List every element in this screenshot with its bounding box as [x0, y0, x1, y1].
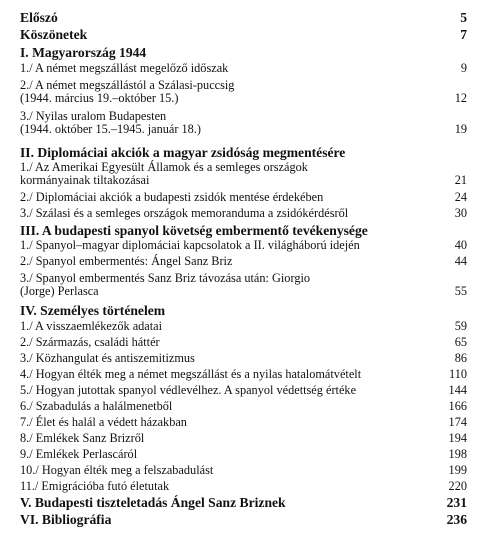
toc-entry-title	[20, 480, 443, 493]
toc-page-number: 55	[454, 284, 467, 298]
toc-entry-line: IV. Személyes történelem	[20, 303, 166, 318]
toc-entry-line: 2./ Diplomáciai akciók a budapesti zsidók mentése érdekében	[20, 190, 324, 204]
toc-entry-line: 4./ Hogyan élték meg a német megszállást és a nyilas hatalomátvételt	[20, 367, 362, 381]
toc-page-number: 198	[448, 447, 467, 461]
toc-entry-title	[20, 432, 443, 445]
toc-entry-title	[20, 464, 443, 477]
toc-page-number: 40	[454, 238, 467, 252]
toc-page-number: 12	[454, 91, 467, 105]
toc-entry-line: 3./ Közhangulat és antiszemitizmus	[20, 351, 195, 365]
toc-entry-line: 7./ Élet és halál a védett házakban	[20, 415, 187, 429]
toc-page-number: 236	[446, 512, 467, 527]
toc-page-number: 21	[454, 173, 467, 187]
toc-entry-line: 5./ Hogyan jutottak spanyol védlevélhez. A spanyol védettség értéke	[20, 383, 357, 397]
toc-entry	[20, 191, 467, 204]
toc-entry-line: VI. Bibliográfia	[20, 512, 112, 527]
toc-entry	[20, 110, 467, 136]
toc-entry-title	[20, 191, 449, 204]
toc-entry-line: 11./ Emigrációba futó életutak	[20, 479, 170, 493]
toc-entry	[20, 272, 467, 298]
toc-entry-line: (1944. október 15.–1945. január 18.)	[20, 122, 202, 136]
toc-page-number: 199	[448, 463, 467, 477]
toc-page-number: 174	[448, 415, 467, 429]
toc-entry-title	[20, 320, 449, 333]
toc-entry-line: Köszönetek	[20, 27, 88, 42]
toc-entry	[20, 368, 467, 381]
toc-entry	[20, 400, 467, 413]
toc-entry-title	[20, 512, 441, 527]
toc-entry-line: 2./ Spanyol embermentés: Ángel Sanz Briz	[20, 254, 233, 268]
toc-entry	[20, 255, 467, 268]
toc-entry-line: V. Budapesti tiszteletadás Ángel Sanz Briznek	[20, 495, 286, 510]
toc-entry-line: 2./ Származás, családi háttér	[20, 335, 160, 349]
toc-entry-title	[20, 239, 449, 252]
toc-page-number: 59	[454, 319, 467, 333]
toc-entry	[20, 464, 467, 477]
toc-entry	[20, 336, 467, 349]
toc-entry	[20, 352, 467, 365]
toc-entry-line: 6./ Szabadulás a halálmenetből	[20, 399, 173, 413]
toc-entry	[20, 384, 467, 397]
toc-page-number: 194	[448, 431, 467, 445]
toc-entry-title	[20, 110, 449, 136]
toc-entry-title	[20, 495, 441, 510]
toc-entry-title	[20, 79, 449, 105]
toc-entry	[20, 161, 467, 187]
toc-page-number: 9	[460, 61, 467, 75]
toc-entry-line: III. A budapesti spanyol követség embermentő tevékenysége	[20, 223, 368, 238]
toc-entry	[20, 432, 467, 445]
toc-entry-title	[20, 400, 443, 413]
toc-entry	[20, 207, 467, 220]
toc-page-number: 231	[446, 495, 467, 510]
toc-entry	[20, 320, 467, 333]
toc-entry-title	[20, 10, 454, 25]
toc-section-heading	[20, 223, 467, 238]
toc-page-number: 24	[454, 190, 467, 204]
toc-entry-line: II. Diplomáciai akciók a magyar zsidóság megmentésére	[20, 145, 346, 160]
toc-page-number: 30	[454, 206, 467, 220]
toc-entry	[20, 62, 467, 75]
toc-page-number: 44	[454, 254, 467, 268]
toc-entry-title	[20, 416, 443, 429]
toc-entry-title	[20, 161, 449, 187]
toc-entry-line: (Jorge) Perlasca	[20, 284, 99, 298]
toc-entry-title	[20, 336, 449, 349]
toc-section-heading	[20, 145, 467, 160]
toc-entry-title	[20, 27, 454, 42]
toc-page-number: 7	[460, 27, 467, 42]
toc-entry-line: 1./ A német megszállást megelőző időszak	[20, 61, 229, 75]
toc-section-heading	[20, 10, 467, 25]
toc-entry-line: I. Magyarország 1944	[20, 45, 147, 60]
toc-entry	[20, 448, 467, 461]
toc-entry-title	[20, 207, 449, 220]
toc-entry-line: (1944. március 19.–október 15.)	[20, 91, 179, 105]
toc-entry-title	[20, 384, 443, 397]
toc-entry-line: kormányainak tiltakozásai	[20, 173, 150, 187]
toc-entry-line: 8./ Emlékek Sanz Brizről	[20, 431, 145, 445]
toc-section-heading	[20, 512, 467, 527]
toc-entry-line: 1./ Az Amerikai Egyesült Államok és a semleges országok	[20, 160, 308, 174]
toc-entry-title	[20, 45, 461, 60]
toc-page-number: 144	[448, 383, 467, 397]
toc-entry-title	[20, 368, 443, 381]
toc-page-number: 166	[448, 399, 467, 413]
toc-entry-line: 9./ Emlékek Perlascáról	[20, 447, 138, 461]
toc-entry-line: 1./ A visszaemlékezők adatai	[20, 319, 163, 333]
toc-page-number: 86	[454, 351, 467, 365]
toc-section-heading	[20, 27, 467, 42]
toc-entry-title	[20, 448, 443, 461]
toc-entry-line: 3./ Nyilas uralom Budapesten	[20, 109, 167, 123]
toc-page-number: 220	[448, 479, 467, 493]
toc-entry-title	[20, 352, 449, 365]
toc-entry	[20, 416, 467, 429]
toc-entry	[20, 239, 467, 252]
toc-entry	[20, 79, 467, 105]
toc-entry-line: 3./ Szálasi és a semleges országok memoranduma a zsidókérdésről	[20, 206, 349, 220]
toc-section-heading	[20, 45, 467, 60]
toc-entry-title	[20, 255, 449, 268]
toc-page-number: 65	[454, 335, 467, 349]
toc-section-heading	[20, 303, 467, 318]
toc-entry-title	[20, 62, 455, 75]
toc-entry-line: 2./ A német megszállástól a Szálasi-puccsig	[20, 78, 235, 92]
toc-entry-title	[20, 223, 461, 238]
toc-entry-title	[20, 272, 449, 298]
toc-entry-title	[20, 145, 461, 160]
toc-page-number: 5	[460, 10, 467, 25]
toc-section-heading	[20, 495, 467, 510]
toc-entry-line: 1./ Spanyol–magyar diplomáciai kapcsolatok a II. világháború idején	[20, 238, 360, 252]
toc-entry-title	[20, 303, 461, 318]
toc-page-number: 19	[454, 122, 467, 136]
toc-page-number: 110	[449, 367, 467, 381]
toc-entry	[20, 480, 467, 493]
toc-entry-line: 3./ Spanyol embermentés Sanz Briz távozása után: Giorgio	[20, 271, 311, 285]
toc-entry-line: 10./ Hogyan élték meg a felszabadulást	[20, 463, 214, 477]
toc-entry-line: Előszó	[20, 10, 58, 25]
